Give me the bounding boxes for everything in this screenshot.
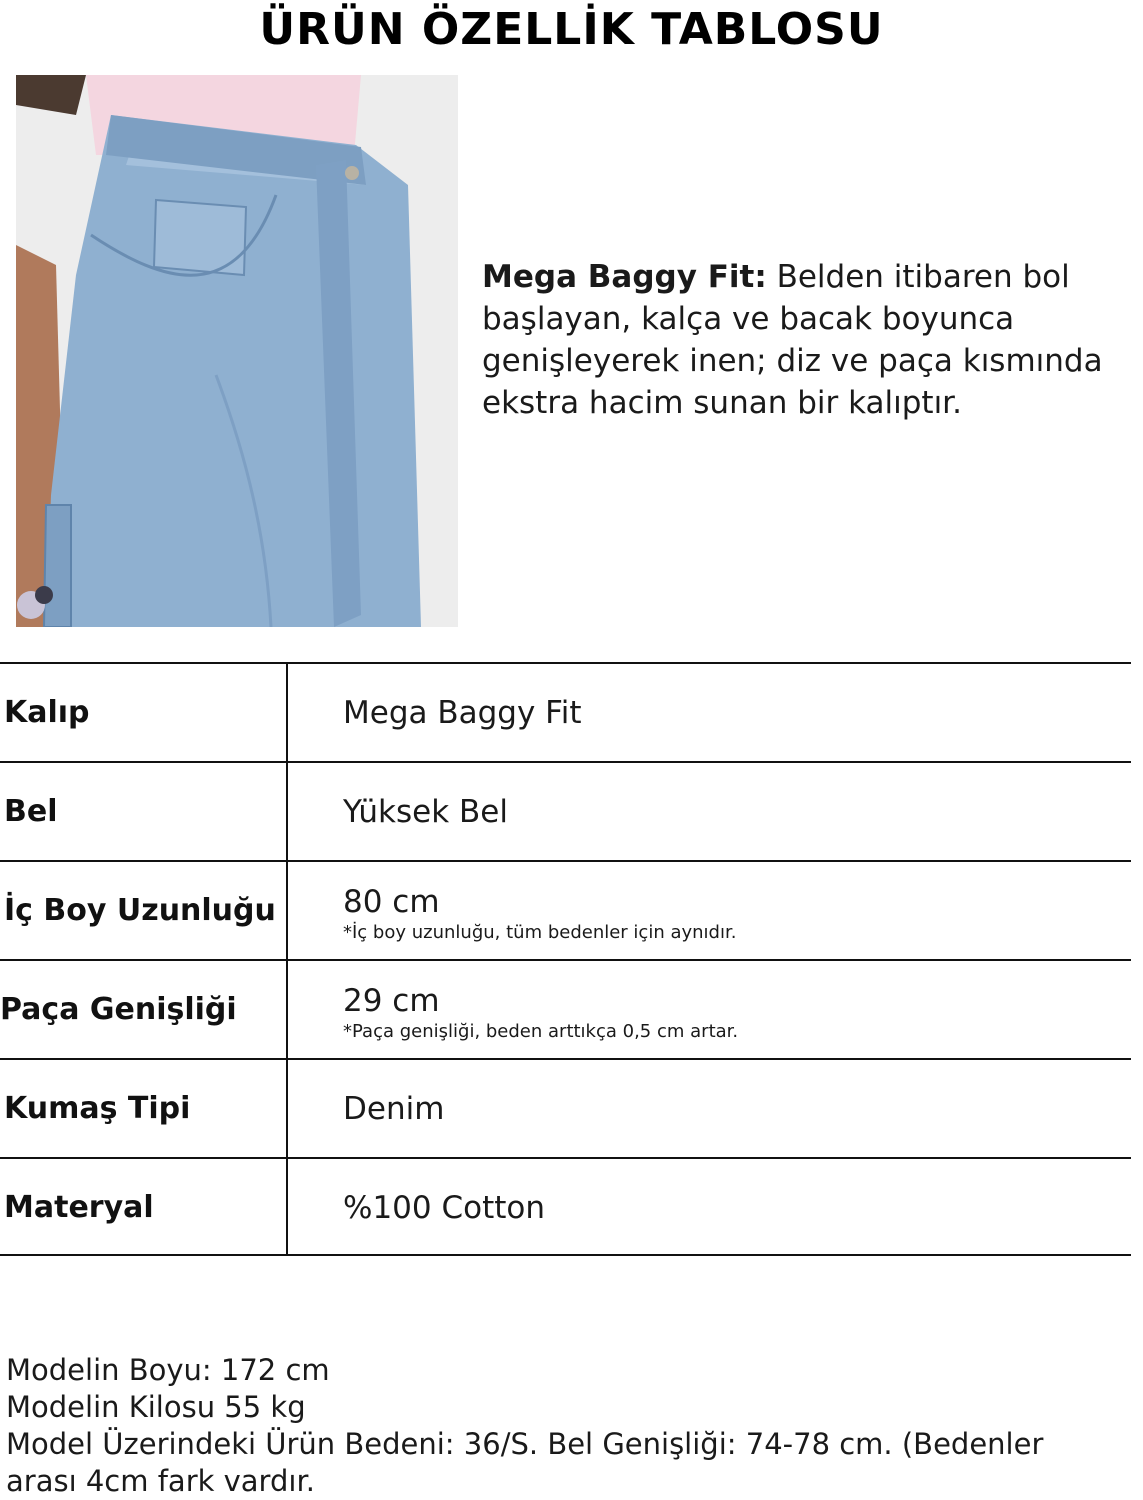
spec-table <box>0 662 1131 1256</box>
spec-value: Denim <box>343 1090 445 1127</box>
description-line-1-text: Belden itibaren bol <box>766 259 1070 295</box>
spec-note: *İç boy uzunluğu, tüm bedenler için aynıdır. <box>343 922 737 943</box>
spec-row-bel <box>0 761 1131 860</box>
spec-value-cell <box>343 664 1131 761</box>
spec-key: Materyal <box>4 1190 154 1225</box>
spec-value-cell <box>343 862 1131 959</box>
spec-value: Yüksek Bel <box>343 793 508 830</box>
spec-row-paca <box>0 959 1131 1058</box>
product-photo <box>16 75 458 627</box>
column-divider <box>286 961 288 1058</box>
spec-value: 80 cm <box>343 884 440 920</box>
spec-key: Kumaş Tipi <box>4 1091 191 1126</box>
spec-row-kalip <box>0 662 1131 761</box>
spec-value: 29 cm <box>343 983 440 1019</box>
model-info <box>6 1352 1136 1500</box>
spec-row-ic-boy <box>0 860 1131 959</box>
description-line-3: genişleyerek inen; diz ve paça kısmında <box>482 343 1103 379</box>
spec-row-kumas <box>0 1058 1131 1157</box>
column-divider <box>286 763 288 860</box>
column-divider <box>286 1060 288 1157</box>
spec-value-cell <box>343 1159 1131 1256</box>
spec-value: %100 Cotton <box>343 1189 546 1226</box>
spec-note: *Paça genişliği, beden arttıkça 0,5 cm artar. <box>343 1021 739 1042</box>
description-label: Mega Baggy Fit: <box>482 259 767 295</box>
spec-value-cell <box>343 1060 1131 1157</box>
description-line-2: başlayan, kalça ve bacak boyunca <box>482 301 1015 337</box>
model-weight: Modelin Kilosu 55 kg <box>6 1390 306 1424</box>
spec-value-cell <box>343 763 1131 860</box>
page-title: ÜRÜN ÖZELLİK TABLOSU <box>259 4 884 55</box>
column-divider <box>286 862 288 959</box>
fit-description <box>482 256 1143 424</box>
column-divider <box>286 664 288 761</box>
spec-value: Mega Baggy Fit <box>343 694 582 731</box>
spec-row-materyal <box>0 1157 1131 1256</box>
spec-key: Kalıp <box>4 695 90 730</box>
column-divider <box>286 1159 288 1254</box>
spec-key: İç Boy Uzunluğu <box>4 893 276 928</box>
description-line-1 <box>482 256 1143 298</box>
spec-value-cell <box>343 961 1131 1058</box>
spec-key: Bel <box>4 794 58 829</box>
model-size: Model Üzerindeki Ürün Bedeni: 36/S. Bel Genişliği: 74-78 cm. (Bedenler <box>6 1427 1044 1461</box>
spec-key: Paça Genişliği <box>0 992 237 1027</box>
model-size-note: arası 4cm fark vardır. <box>6 1464 315 1498</box>
description-line-4: ekstra hacim sunan bir kalıptır. <box>482 385 962 421</box>
jeans-illustration <box>16 75 458 627</box>
model-height: Modelin Boyu: 172 cm <box>6 1353 330 1387</box>
